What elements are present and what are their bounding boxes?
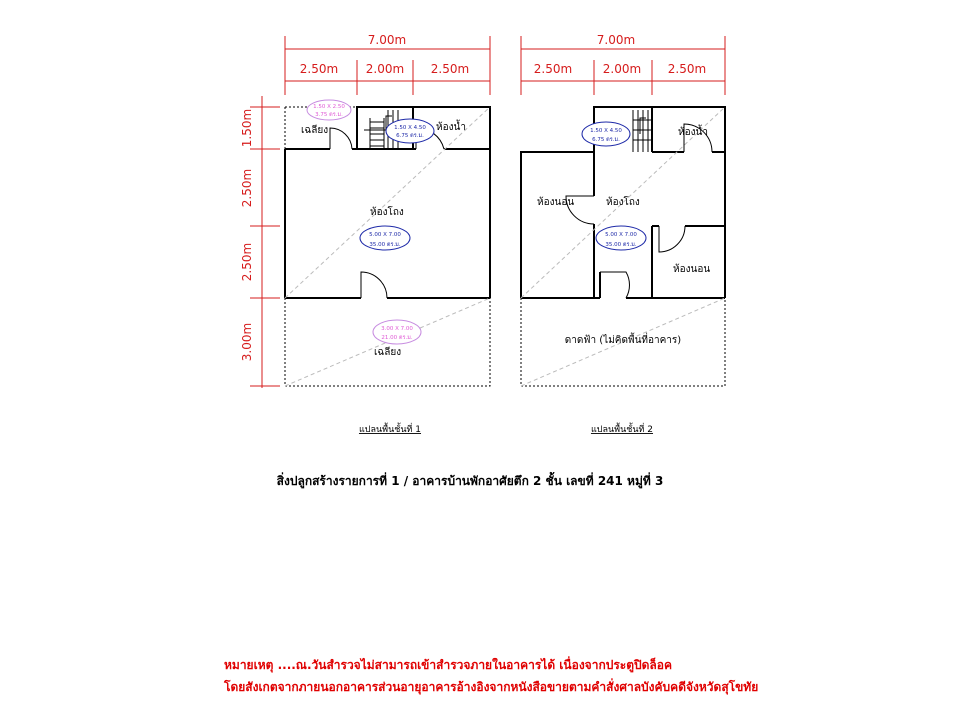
- plan1-height-3: 2.50m: [240, 242, 254, 282]
- remark-line-2: โดยสังเกตจากภายนอกอาคารส่วนอายุอาคารอ้างอิงจากหนังสือขายตามคำสั่งศาลบังคับคดีจังหวัดสุโขทัย: [224, 680, 759, 694]
- plan2-width-1: 2.50m: [533, 62, 573, 76]
- plan2-room-bedroom-left: ห้องนอน: [537, 197, 575, 208]
- svg-text:21.00 ตร.ม.: 21.00 ตร.ม.: [381, 335, 413, 341]
- plan1-title: แปลนพื้นชั้นที่ 1: [358, 425, 422, 435]
- svg-text:5.00 X 7.00: 5.00 X 7.00: [369, 232, 401, 238]
- plan1-total-width: 7.00m: [367, 33, 407, 47]
- svg-text:3.00 X 7.00: 3.00 X 7.00: [381, 326, 413, 332]
- plan1-room-porch-top: เฉลียง: [301, 125, 329, 136]
- plan2-width-2: 2.00m: [602, 62, 642, 76]
- svg-text:3.75 ตร.ม.: 3.75 ตร.ม.: [315, 112, 343, 118]
- svg-text:35.00 ตร.ม.: 35.00 ตร.ม.: [605, 242, 637, 248]
- plan2-stairs: [633, 110, 652, 152]
- svg-text:1.50 X 4.50: 1.50 X 4.50: [394, 125, 426, 131]
- plan1-tag-bathroom: [386, 119, 434, 143]
- plan2-tag-bathroom: [582, 122, 630, 146]
- plan2-room-bedroom-right: ห้องนอน: [673, 264, 711, 275]
- plan1-width-1: 2.50m: [299, 62, 339, 76]
- plan1-height-4: 3.00m: [240, 322, 254, 362]
- plan2-room-hall: ห้องโถง: [606, 197, 640, 208]
- plan2-tag-hall: [596, 226, 646, 250]
- plan2-room-terrace: ดาดฟ้า (ไม่คิดพื้นที่อาคาร): [564, 335, 682, 346]
- plan1-tag-porch-front: [373, 320, 421, 344]
- svg-text:5.00 X 7.00: 5.00 X 7.00: [605, 232, 637, 238]
- plan1-room-hall: ห้องโถง: [370, 207, 404, 218]
- plan1-width-2: 2.00m: [365, 62, 405, 76]
- plan2-total-width: 7.00m: [596, 33, 636, 47]
- svg-text:6.75 ตร.ม.: 6.75 ตร.ม.: [592, 137, 620, 143]
- plan1-height-1: 1.50m: [240, 108, 254, 148]
- plan1-room-bathroom: ห้องน้ำ: [436, 122, 466, 133]
- plan1-room-porch-front: เฉลียง: [374, 347, 402, 358]
- plan2-title: แปลนพื้นชั้นที่ 2: [590, 425, 654, 435]
- plan1-tag-porch-top: [307, 100, 351, 120]
- building-caption: สิ่งปลูกสร้างรายการที่ 1 / อาคารบ้านพักอาศัยตึก 2 ชั้น เลขที่ 241 หมู่ที่ 3: [276, 474, 664, 488]
- plan2-width-3: 2.50m: [667, 62, 707, 76]
- remark-line-1: หมายเหตุ ....ณ.วันสำรวจไม่สามารถเข้าสำรวจภายในอาคารได้ เนื่องจากประตูปิดล็อค: [224, 658, 673, 672]
- plan1-width-3: 2.50m: [430, 62, 470, 76]
- plan2-room-bathroom: ห้องน้ำ: [678, 127, 708, 138]
- plan2-dimensions: [521, 33, 725, 95]
- svg-text:6.75 ตร.ม.: 6.75 ตร.ม.: [396, 133, 424, 139]
- plan1-tag-hall: [360, 226, 410, 250]
- svg-text:35.00 ตร.ม.: 35.00 ตร.ม.: [369, 242, 401, 248]
- plan1-height-2: 2.50m: [240, 168, 254, 208]
- svg-text:1.50 X 2.50: 1.50 X 2.50: [313, 104, 345, 110]
- plan1-dimensions: [240, 33, 490, 388]
- svg-text:1.50 X 4.50: 1.50 X 4.50: [590, 128, 622, 134]
